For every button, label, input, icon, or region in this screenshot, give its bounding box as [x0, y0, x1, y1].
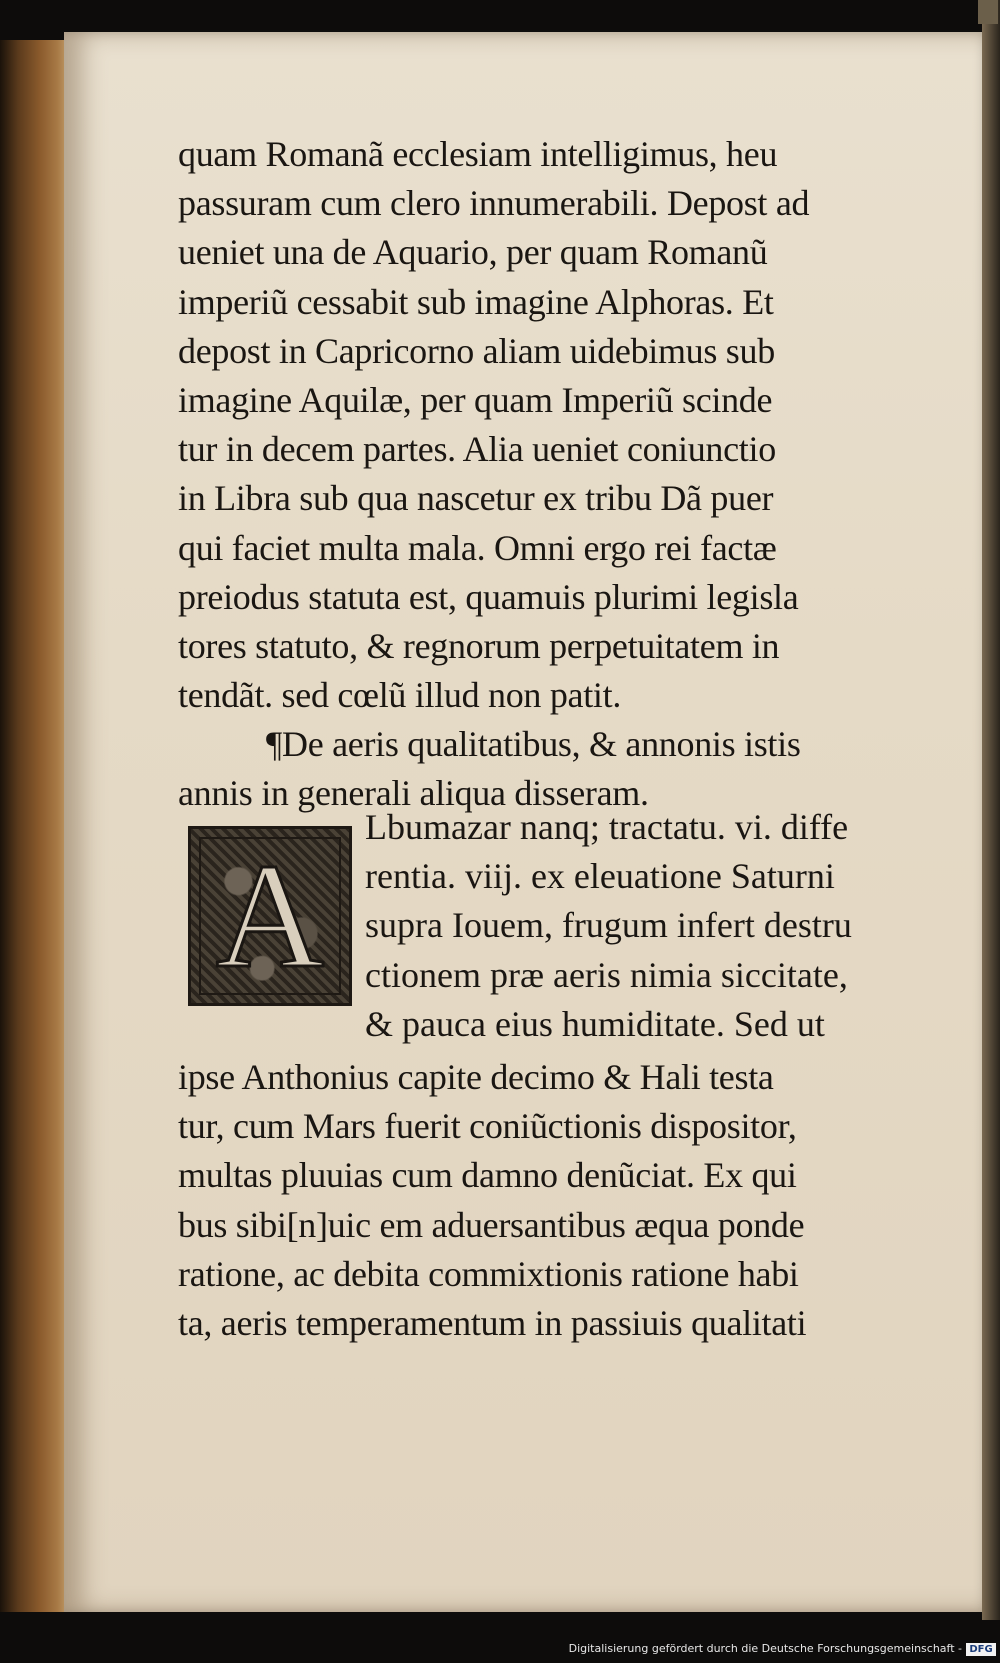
page-text: [178, 130, 948, 819]
text-line: multas pluuias cum damno denũciat. Ex qui: [178, 1155, 797, 1196]
text-line: preiodus statuta est, quamuis plurimi legisla: [178, 576, 799, 617]
text-line: passuram cum clero innumerabili. Depost ad: [178, 183, 810, 224]
page-corner: [978, 0, 998, 24]
text-line: ctionem præ aeris nimia siccitate,: [365, 954, 848, 995]
footer-credit: Digitalisierung gefördert durch die Deutsche Forschungsgemeinschaft -: [568, 1642, 962, 1655]
dfg-logo-icon: DFG: [966, 1643, 996, 1656]
text-line: imperiũ cessabit sub imagine Alphoras. Et: [178, 281, 774, 322]
initial-paragraph: [365, 806, 852, 1052]
decorated-initial: [188, 826, 352, 1006]
text-line: tur, cum Mars fuerit coniũctionis dispositor,: [178, 1106, 797, 1147]
text-line: tores statuto, & regnorum perpetuitatem in: [178, 625, 780, 666]
text-line: & pauca eius humiditate. Sed ut: [365, 1003, 825, 1044]
page-edge: [982, 0, 1000, 1620]
initial-letter: A: [215, 833, 325, 999]
text-line: rentia. viij. ex eleuatione Saturni: [365, 856, 835, 897]
section-heading: ¶De aeris qualitatibus, & annonis istis: [266, 724, 801, 765]
text-line: Lbumazar nanq; tractatu. vi. diffe: [365, 807, 849, 847]
text-line: ratione, ac debita commixtionis ratione habi: [178, 1253, 799, 1294]
page-text-tail: [178, 1053, 948, 1348]
text-line: quam Romanã ecclesiam intelligimus, heu: [178, 134, 778, 174]
text-line: tendãt. sed cœlũ illud non patit.: [178, 675, 622, 716]
text-line: supra Iouem, frugum infert destru: [365, 905, 852, 946]
text-line: ta, aeris temperamentum in passiuis qualitati: [178, 1302, 807, 1343]
book-binding: [0, 40, 72, 1612]
text-line: qui faciet multa mala. Omni ergo rei factæ: [178, 527, 777, 568]
text-line: imagine Aquilæ, per quam Imperiũ scinde: [178, 379, 773, 420]
text-line: depost in Capricorno aliam uidebimus sub: [178, 330, 775, 371]
text-line: in Libra sub qua nascetur ex tribu Dã puer: [178, 478, 774, 519]
text-line: bus sibi[n]uic em aduersantibus æqua ponde: [178, 1204, 805, 1245]
section-heading: annis in generali aliqua disseram.: [178, 773, 649, 814]
text-line: ueniet una de Aquario, per quam Romanũ: [178, 232, 768, 273]
text-line: tur in decem partes. Alia ueniet coniunctio: [178, 429, 776, 470]
text-line: ipse Anthonius capite decimo & Hali testa: [178, 1057, 774, 1097]
footer-bar: [0, 1640, 1000, 1663]
